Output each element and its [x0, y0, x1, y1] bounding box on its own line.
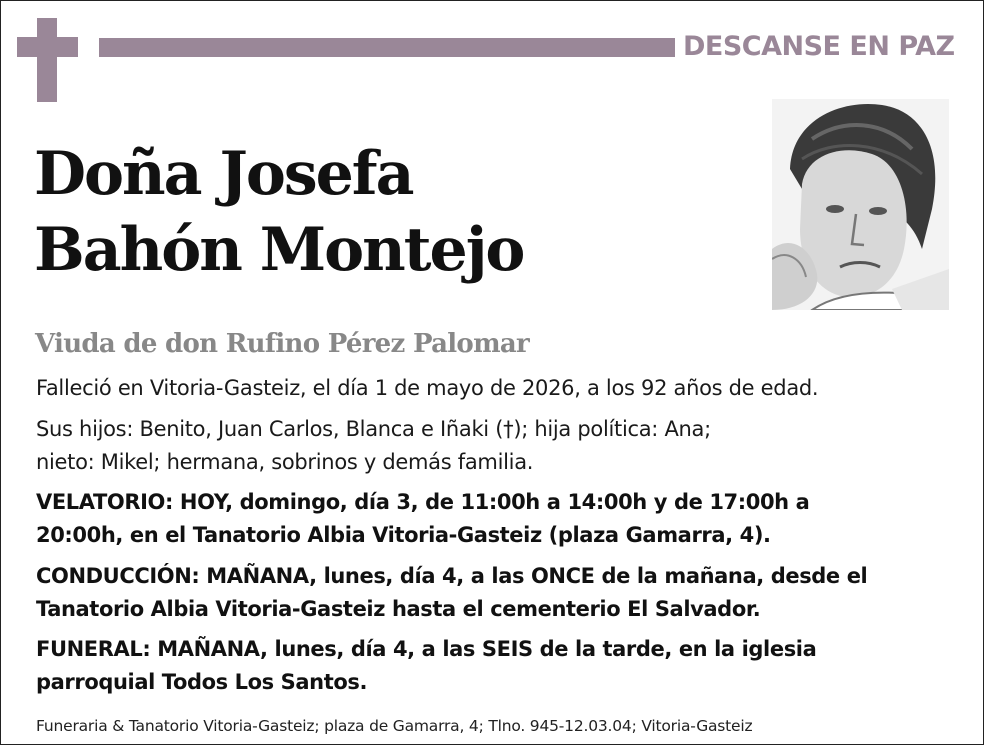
name-line-1: Doña Josefa	[34, 139, 413, 209]
header-rule	[99, 38, 675, 57]
family-line-1: Sus hijos: Benito, Juan Carlos, Blanca e Iñaki (†); hija política: Ana;	[36, 417, 711, 441]
procession-line-2: Tanatorio Albia Vitoria-Gasteiz hasta el cementerio El Salvador.	[36, 597, 761, 621]
wake-line-1: VELATORIO: HOY, domingo, día 3, de 11:00h a 14:00h y de 17:00h a	[36, 490, 810, 514]
deceased-name	[34, 136, 523, 288]
cross-horizontal-bar	[17, 37, 78, 57]
header-title: DESCANSE EN PAZ	[683, 31, 955, 62]
cross-vertical-bar	[37, 18, 57, 102]
portrait-drawing	[772, 99, 949, 310]
portrait-photo	[772, 99, 949, 310]
procession-line-1: CONDUCCIÓN: MAÑANA, lunes, día 4, a las ONCE de la mañana, desde el	[36, 564, 868, 588]
death-notice: Falleció en Vitoria-Gasteiz, el día 1 de mayo de 2026, a los 92 años de edad.	[36, 376, 819, 400]
funeral-line-2: parroquial Todos Los Santos.	[36, 670, 368, 694]
widow-of-line: Viuda de don Rufino Pérez Palomar	[35, 329, 530, 359]
name-line-2: Bahón Montejo	[34, 215, 524, 285]
funeral-line-1: FUNERAL: MAÑANA, lunes, día 4, a las SEIS de la tarde, en la iglesia	[36, 637, 817, 661]
family-line-2: nieto: Mikel; hermana, sobrinos y demás familia.	[36, 450, 534, 474]
wake-line-2: 20:00h, en el Tanatorio Albia Vitoria-Gasteiz (plaza Gamarra, 4).	[36, 523, 771, 547]
footer-contact: Funeraria & Tanatorio Vitoria-Gasteiz; plaza de Gamarra, 4; Tlno. 945-12.03.04; Vitoria-Gasteiz	[36, 717, 753, 735]
